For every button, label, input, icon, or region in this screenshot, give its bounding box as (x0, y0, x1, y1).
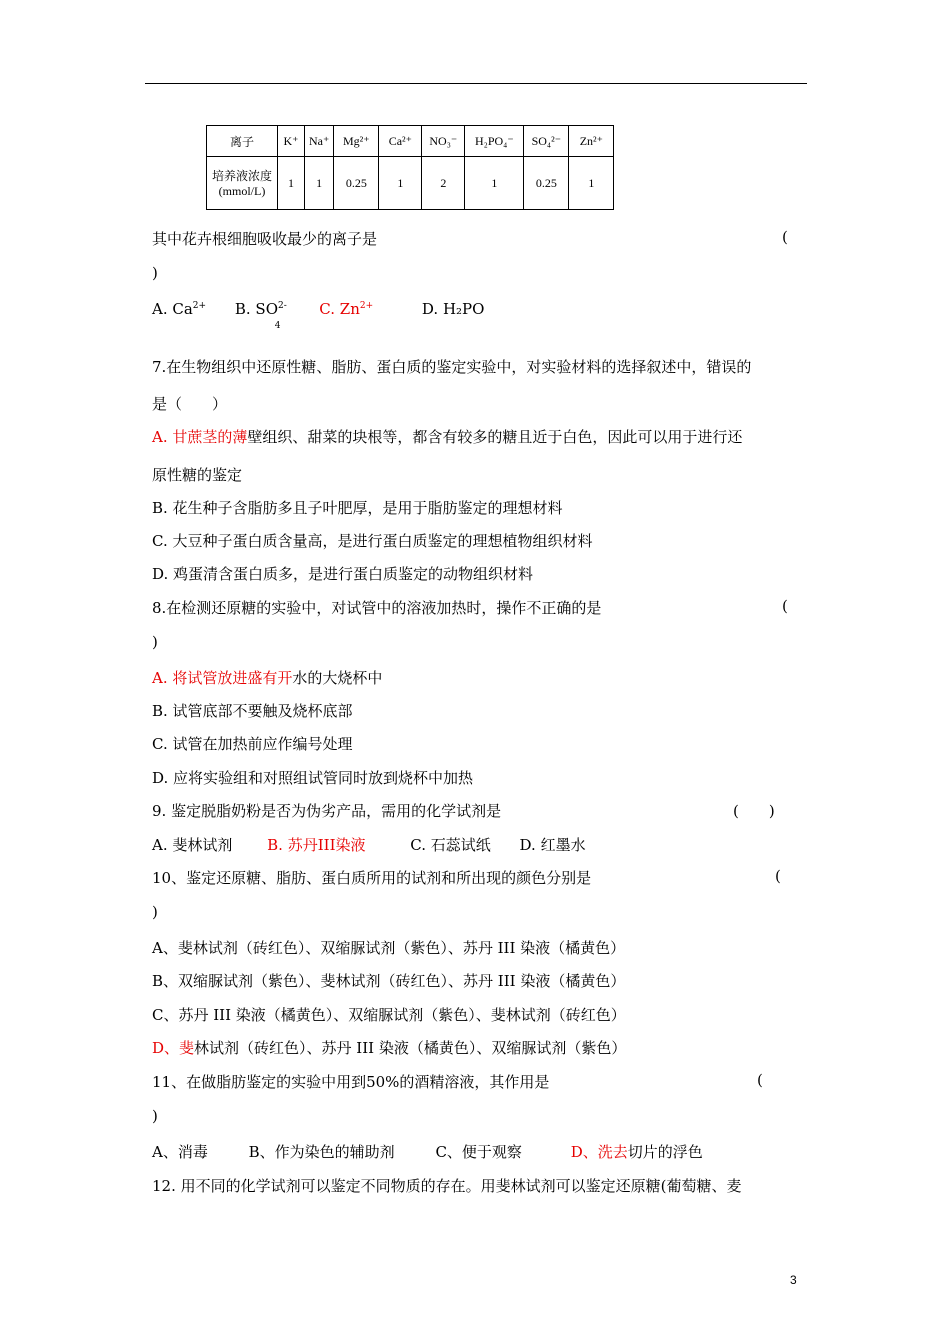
q7-option-b: B. 花生种子含脂肪多且子叶肥厚，是用于脂肪鉴定的理想材料 (152, 499, 563, 517)
q11-paren-open: ( (757, 1071, 763, 1089)
value-cell: 0.25 (524, 157, 569, 210)
q8-option-b: B. 试管底部不要触及烧杯底部 (152, 702, 353, 720)
q6-paren-close: ) (152, 264, 158, 282)
q10-paren-open: ( (775, 867, 781, 885)
q9-paren: ( ) (733, 802, 775, 820)
value-cell: 1 (569, 157, 614, 210)
q7-stem-line1: 7.在生物组织中还原性糖、脂肪、蛋白质的鉴定实验中，对实验材料的选择叙述中，错误的 (152, 358, 752, 376)
q6-paren-open: ( (782, 228, 788, 246)
value-cell: 1 (379, 157, 422, 210)
q12-stem: 12. 用不同的化学试剂可以鉴定不同物质的存在。用斐林试剂可以鉴定还原糖(葡萄糖、麦 (152, 1177, 742, 1195)
q10-paren-close: ) (152, 903, 158, 921)
q6-option-b: B. $SO^{2-}_4$ (234, 300, 287, 331)
q6-option-c: C. $Zn^{2+}$ (319, 300, 374, 318)
q11-stem: 11、在做脂肪鉴定的实验中用到50%的酒精溶液，其作用是 (152, 1073, 550, 1091)
ion-concentration-table (206, 125, 614, 210)
ion-cell: Na⁺ (305, 126, 334, 157)
q9-stem: 9. 鉴定脱脂奶粉是否为伪劣产品，需用的化学试剂是 (152, 802, 502, 820)
q8-option-d: D. 应将实验组和对照组试管同时放到烧杯中加热 (152, 769, 474, 787)
q11-paren-close: ) (152, 1107, 158, 1125)
q6-option-a: A. $Ca^{2+}$ (152, 300, 207, 318)
ion-cell: Zn²⁺ (569, 126, 614, 157)
value-cell: 1 (305, 157, 334, 210)
ion-cell: Mg²⁺ (334, 126, 379, 157)
q8-paren-open: ( (782, 597, 788, 615)
q9-options (152, 834, 586, 855)
q11-option-b: B、作为染色的辅助剂 (248, 1143, 395, 1161)
q9-option-a: A. 斐林试剂 (152, 836, 233, 854)
q9-option-d: D. 红墨水 (519, 836, 586, 854)
q9-option-b: B. 苏丹III染液 (267, 836, 366, 854)
value-cell: 1 (278, 157, 305, 210)
q7-option-c: C. 大豆种子蛋白质含量高，是进行蛋白质鉴定的理想植物组织材料 (152, 532, 593, 550)
ion-cell: H₂PO₄⁻ (465, 126, 524, 157)
q10-option-c: C、苏丹 III 染液（橘黄色）、双缩脲试剂（紫色）、斐林试剂（砖红色） (152, 1006, 626, 1024)
table-row-label (207, 157, 278, 210)
q6-stem: 其中花卉根细胞吸收最少的离子是 (152, 230, 378, 248)
page-number: 3 (790, 1273, 797, 1287)
q8-paren-close: ) (152, 633, 158, 651)
q9-option-c: C. 石蕊试纸 (410, 836, 491, 854)
q10-option-b: B、双缩脲试剂（紫色）、斐林试剂（砖红色）、苏丹 III 染液（橘黄色） (152, 972, 626, 990)
q11-option-c: C、便于观察 (435, 1143, 522, 1161)
q6-options (152, 300, 485, 331)
q8-option-a: A. 将试管放进盛有开水的大烧杯中 (152, 669, 383, 687)
q10-stem: 10、鉴定还原糖、脂肪、蛋白质所用的试剂和所出现的颜色分别是 (152, 869, 592, 887)
q8-stem: 8.在检测还原糖的实验中，对试管中的溶液加热时，操作不正确的是 (152, 599, 602, 617)
q10-option-d: D、斐林试剂（砖红色）、苏丹 III 染液（橘黄色）、双缩脲试剂（紫色） (152, 1039, 627, 1057)
q7-option-a: A. 甘蔗茎的薄壁组织、甜菜的块根等，都含有较多的糖且近于白色，因此可以用于进行还 (152, 428, 743, 446)
ion-cell: K⁺ (278, 126, 305, 157)
q7-option-d: D. 鸡蛋清含蛋白质多，是进行蛋白质鉴定的动物组织材料 (152, 565, 534, 583)
q11-options (152, 1141, 703, 1162)
row-label-line2: (mmol/L) (218, 184, 266, 198)
q11-option-a: A、消毒 (152, 1143, 208, 1161)
ion-cell: Ca²⁺ (379, 126, 422, 157)
q11-option-d: D、洗去切片的浮色 (570, 1143, 703, 1161)
value-cell: 2 (422, 157, 465, 210)
q7-stem-line2: 是（ ） (152, 395, 228, 413)
value-cell: 0.25 (334, 157, 379, 210)
header-rule (145, 83, 807, 84)
table-header-label: 离子 (207, 126, 278, 157)
q8-option-c: C. 试管在加热前应作编号处理 (152, 735, 353, 753)
q6-option-d: D. H₂PO (421, 300, 485, 318)
q7-option-a-cont: 原性糖的鉴定 (152, 466, 243, 484)
ion-cell: SO₄²⁻ (524, 126, 569, 157)
ion-cell: NO₃⁻ (422, 126, 465, 157)
value-cell: 1 (465, 157, 524, 210)
q10-option-a: A、斐林试剂（砖红色）、双缩脲试剂（紫色）、苏丹 III 染液（橘黄色） (152, 939, 626, 957)
row-label-line1: 培养液浓度 (211, 169, 272, 183)
